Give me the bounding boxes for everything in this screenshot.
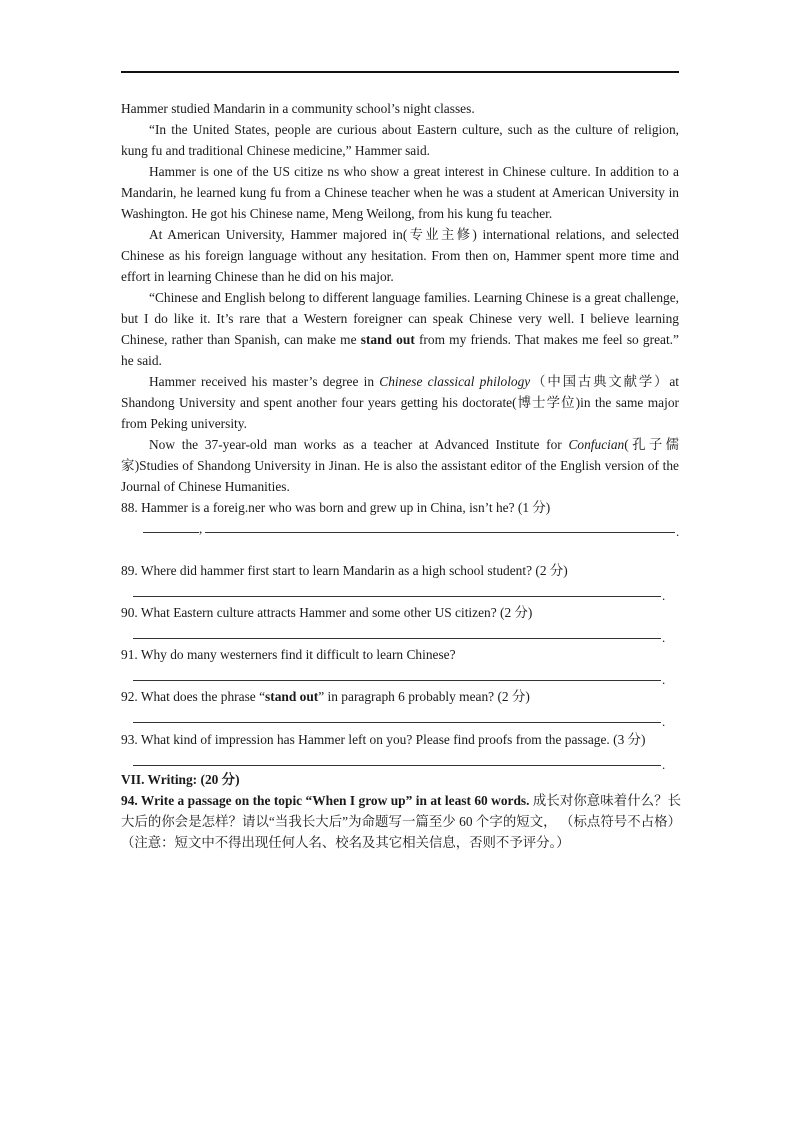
answer-line-93[interactable]	[133, 765, 661, 766]
writing-prompt	[121, 790, 681, 853]
question-89: 89. Where did hammer first start to learn Mandarin as a high school student? (2 分)	[121, 563, 568, 578]
p5-text-end: from my friends. That makes me feel so great.” he said.	[121, 332, 679, 368]
answer-comma-88: ,	[199, 521, 203, 536]
p6-text-start: Hammer received his master’s degree in	[149, 374, 380, 389]
question-88: 88. Hammer is a foreig.ner who was born and grew up in China, isn’t he? (1 分)	[121, 500, 551, 515]
writing-prompt-english: 94. Write a passage on the topic “When I grow up” in at least 60 words.	[121, 793, 530, 808]
header-rule	[121, 71, 679, 73]
q92-stand-out-phrase: stand out	[265, 689, 319, 704]
p7-italic-term: Confucian	[568, 437, 625, 452]
q92-text-end: ” in paragraph 6 probably mean? (2 分)	[318, 689, 530, 704]
reading-passage	[121, 98, 679, 497]
passage-paragraph-1: Hammer studied Mandarin in a community school’s night classes.	[121, 101, 475, 116]
question-93: 93. What kind of impression has Hammer left on you? Please find proofs from the passage. (3 分)	[121, 732, 646, 747]
passage-paragraph-3: Hammer is one of the US citize ns who show a great interest in Chinese culture. In addition to a Mandarin, he learned kung fu from a Chinese teacher when he was a student at American University in Washington. He got his Chinese name, Meng Weilong, from his kung fu teacher.	[121, 164, 679, 221]
answer-line-92[interactable]	[133, 722, 661, 723]
question-92	[121, 686, 681, 707]
answer-line-89[interactable]	[133, 596, 661, 597]
passage-paragraph-6	[121, 371, 679, 434]
answer-period-90: .	[662, 630, 666, 645]
passage-paragraph-7	[121, 434, 679, 497]
answer-line-91[interactable]	[133, 680, 661, 681]
answer-period-91: .	[662, 672, 666, 687]
answer-period-89: .	[662, 588, 666, 603]
answer-period-92: .	[662, 714, 666, 729]
answer-period-88: .	[676, 524, 680, 539]
passage-paragraph-2: “In the United States, people are curious about Eastern culture, such as the culture of religion, kung fu and traditional Chinese medicine,” Hammer said.	[121, 122, 679, 158]
answer-period-93: .	[662, 757, 666, 772]
writing-section-heading: VII. Writing: (20 分)	[121, 772, 240, 787]
q92-text-start: 92. What does the phrase “	[121, 689, 266, 704]
p5-text-start: “Chinese and English belong to different language families. Learning Chinese is a great challenge, but I do like it. It’s rare that a Western foreigner can speak Chinese very well. I believe learning Chinese, rather than Spanish, can make me	[121, 290, 679, 347]
question-90: 90. What Eastern culture attracts Hammer and some other US citizen? (2 分)	[121, 605, 533, 620]
question-91: 91. Why do many westerners find it difficult to learn Chinese?	[121, 647, 456, 662]
passage-paragraph-5	[121, 287, 679, 371]
writing-prompt-chinese: 成长对你意味着什么？长大后的你会是怎样？请以“当我长大后”为命题写一篇至少 60 个字的短文， （标点符号不占格）（注意：短文中不得出现任何人名、校名及其它相关信息，否则不予评分。）	[121, 793, 681, 850]
p7-text-end: (孔子儒家)Studies of Shandong University in Jinan. He is also the assistant editor of the English version of the Journal of Chinese Humanities.	[121, 437, 679, 494]
passage-paragraph-4: At American University, Hammer majored in(专业主修) international relations, and selected Chinese as his foreign language without any hesitation. From then on, Hammer spent more time and effort in learning Chinese than he did on his major.	[121, 227, 679, 284]
p7-text-start: Now the 37-year-old man works as a teacher at Advanced Institute for	[149, 437, 569, 452]
p6-italic-term: Chinese classical philology	[379, 374, 531, 389]
p5-stand-out-phrase: stand out	[360, 332, 415, 347]
answer-line-90[interactable]	[133, 638, 661, 639]
p6-text-end: （中国古典文献学）at Shandong University and spent another four years getting his doctorate(博士学位)in the same major from Peking university.	[121, 374, 680, 431]
answer-line-88-short[interactable]	[143, 532, 199, 533]
answer-line-88-long[interactable]	[205, 532, 675, 533]
